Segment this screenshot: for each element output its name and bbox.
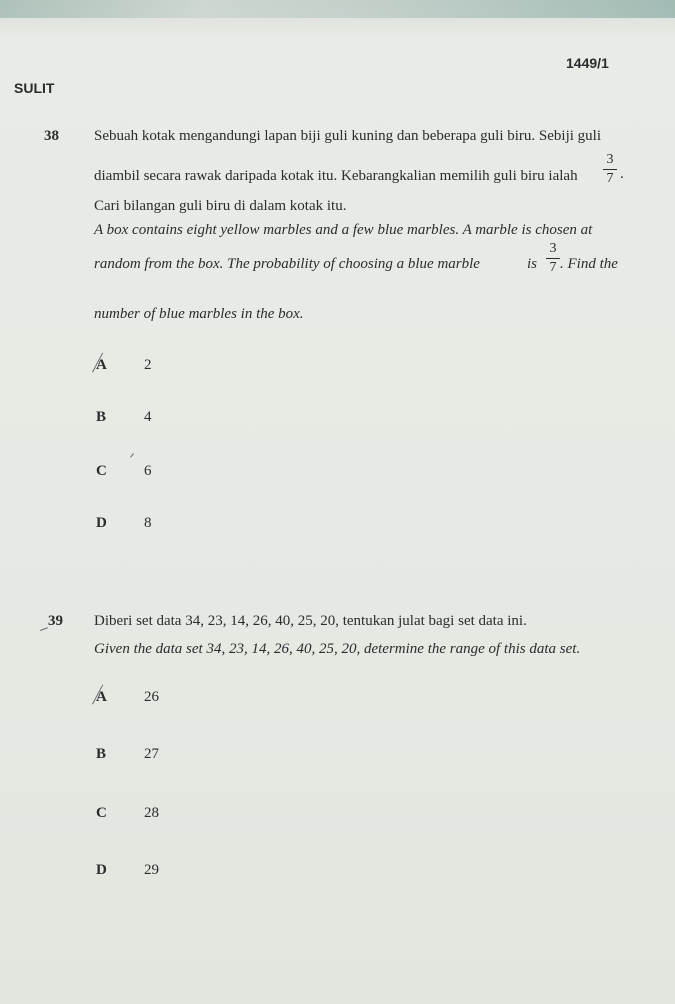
question-text-english-find: . Find the bbox=[560, 256, 618, 272]
option-letter: C bbox=[96, 463, 107, 479]
question-text-english-line1: A box contains eight yellow marbles and a few blue marbles. A marble is chosen at bbox=[94, 222, 593, 238]
question-number: 39 bbox=[48, 613, 63, 629]
question-text-english-line3: number of blue marbles in the box. bbox=[94, 306, 304, 322]
option-letter: D bbox=[96, 515, 107, 531]
pencil-mark bbox=[130, 453, 134, 457]
question-text-english-line2: random from the box. The probability of choosing a blue marble bbox=[94, 256, 480, 272]
period: . bbox=[620, 166, 624, 182]
option-value: 29 bbox=[144, 862, 159, 878]
question-text-english: Given the data set 34, 23, 14, 26, 40, 25, 20, determine the range of this data set. bbox=[94, 641, 581, 657]
option-value: 8 bbox=[144, 515, 152, 531]
probability-fraction-english bbox=[546, 241, 560, 276]
option-value: 2 bbox=[144, 357, 152, 373]
question-text-malay-line1: Sebuah kotak mengandungi lapan biji guli kuning dan beberapa guli biru. Sebiji guli bbox=[94, 128, 601, 144]
option-letter: A bbox=[96, 357, 107, 373]
fraction-bar bbox=[546, 258, 560, 259]
question-text-malay: Diberi set data 34, 23, 14, 26, 40, 25, 20, tentukan julat bagi set data ini. bbox=[94, 613, 527, 629]
fraction-numerator: 3 bbox=[606, 152, 614, 167]
fraction-bar bbox=[603, 169, 617, 170]
fraction-numerator: 3 bbox=[549, 241, 557, 256]
fraction-denominator: 7 bbox=[549, 260, 557, 275]
paper-code: 1449/1 bbox=[566, 55, 609, 71]
option-value: 26 bbox=[144, 689, 159, 705]
option-value: 28 bbox=[144, 805, 159, 821]
pencil-mark bbox=[40, 627, 48, 631]
option-letter: B bbox=[96, 409, 107, 425]
option-letter: B bbox=[96, 746, 107, 762]
probability-fraction bbox=[603, 152, 617, 187]
question-text-malay-line3: Cari bilangan guli biru di dalam kotak itu. bbox=[94, 198, 347, 214]
option-value: 6 bbox=[144, 463, 152, 479]
confidential-label: SULIT bbox=[14, 80, 55, 96]
option-letter: C bbox=[96, 805, 107, 821]
question-text-english-is: is bbox=[527, 256, 538, 272]
option-letter: A bbox=[96, 689, 107, 705]
option-value: 4 bbox=[144, 409, 152, 425]
fraction-denominator: 7 bbox=[606, 171, 614, 186]
page-top-edge bbox=[0, 0, 675, 18]
question-text-malay-line2: diambil secara rawak daripada kotak itu. Kebarangkalian memilih guli biru ialah bbox=[94, 168, 578, 184]
option-letter: D bbox=[96, 862, 107, 878]
question-number: 38 bbox=[44, 128, 59, 144]
option-value: 27 bbox=[144, 746, 159, 762]
